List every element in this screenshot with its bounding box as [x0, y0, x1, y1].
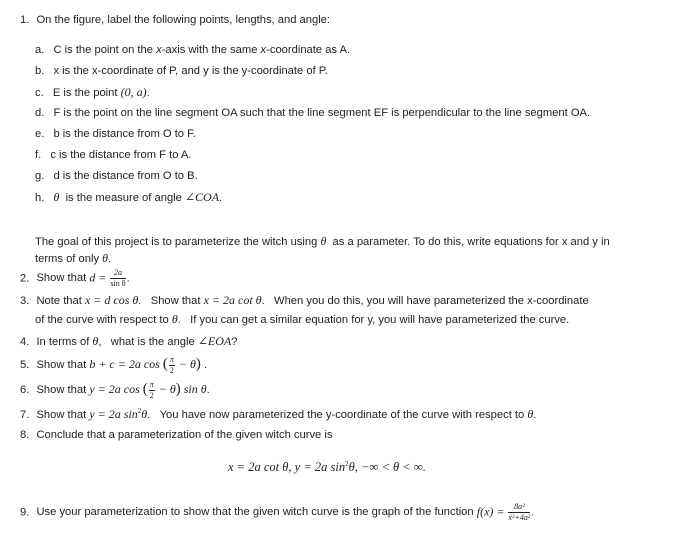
- item-letter: g.: [35, 170, 45, 182]
- fraction: [110, 269, 125, 288]
- display-equation: [228, 460, 426, 476]
- item-letter: b.: [35, 65, 45, 77]
- text-segment: The goal of this project is to parameterize the witch using: [35, 236, 321, 248]
- item-text: F is the point on the line segment OA such that the line segment EF is perpendicular to the line segment OA.: [53, 107, 591, 119]
- text-segment: ?: [231, 336, 238, 348]
- q2-number: 2.: [20, 272, 30, 285]
- theta-symbol: θ: [53, 190, 60, 204]
- fraction-numerator: 8a³: [508, 503, 530, 513]
- text-segment: .: [146, 87, 150, 99]
- text-segment: C is the point on the: [53, 44, 157, 56]
- fraction-denominator: sin θ: [110, 279, 126, 288]
- item-text: d is the distance from O to B.: [53, 170, 198, 182]
- q6-number: 6.: [20, 384, 30, 396]
- item-text: b is the distance from O to F.: [53, 128, 196, 140]
- item-letter: a.: [35, 44, 45, 56]
- open-paren: (: [162, 356, 168, 372]
- text-segment: -axis with the same: [161, 44, 261, 56]
- fraction: [149, 381, 155, 400]
- item-letter: c.: [35, 87, 44, 99]
- q3-line-2: [35, 312, 569, 327]
- q1a-item: [35, 43, 350, 57]
- item-text: x is the x-coordinate of P, and y is the y-coordinate of P.: [53, 65, 328, 77]
- math-expression: d =: [89, 270, 110, 285]
- item-text: [53, 44, 350, 56]
- q2-line: [20, 269, 130, 288]
- q1-intro: On the figure, label the following points, lengths, and angle:: [36, 14, 331, 26]
- math-expression: − θ: [155, 382, 176, 396]
- fraction-denominator: 2: [149, 390, 154, 400]
- text-segment: In terms of: [36, 336, 93, 348]
- fraction-numerator: 2a: [110, 269, 125, 279]
- goal-line-1: [35, 234, 610, 249]
- text-segment: Show that: [36, 359, 90, 371]
- q5-line: [20, 355, 207, 375]
- theta-symbol: θ: [171, 312, 178, 326]
- fraction: [508, 503, 530, 522]
- theta-symbol: θ: [527, 407, 534, 421]
- text-segment: is the measure of angle: [59, 192, 185, 204]
- text-segment: . If you can get a similar equation for y, you will have parameterized the curve.: [177, 314, 570, 326]
- item-text: c is the distance from F to A.: [50, 149, 192, 161]
- q1g-item: [35, 169, 198, 183]
- q1d-item: [35, 106, 590, 120]
- math-var: x: [156, 44, 162, 56]
- equation-part: θ, −∞ < θ < ∞.: [348, 460, 426, 474]
- math-expression: x = d cos θ: [84, 293, 139, 307]
- math-var: x: [260, 44, 267, 56]
- fraction-numerator: π: [149, 379, 154, 389]
- q8-number: 8.: [20, 429, 30, 441]
- math-expression: (0, a): [120, 85, 147, 99]
- text-segment: Show that: [36, 409, 90, 421]
- open-paren: (: [142, 381, 148, 397]
- text-segment: . You have now parameterized the y-coordinate of the curve with respect to: [147, 409, 528, 421]
- text-segment: Show that: [36, 272, 90, 285]
- math-expression: sin θ: [180, 382, 207, 396]
- equation-part: x = 2a cot θ, y = 2a sin: [228, 460, 346, 474]
- angle-expression: ∠EOA: [197, 334, 232, 348]
- q3-number: 3.: [20, 295, 30, 307]
- q7-number: 7.: [20, 409, 30, 421]
- text-segment: of the curve with respect to: [35, 314, 172, 326]
- math-expression: − θ: [175, 357, 196, 371]
- theta-symbol: θ: [102, 251, 109, 265]
- q8-line: [20, 428, 332, 442]
- goal-line-2: [35, 251, 111, 266]
- item-letter: e.: [35, 128, 45, 140]
- text-segment: .: [126, 272, 130, 285]
- theta-symbol: θ: [320, 234, 327, 248]
- q1b-item: [35, 64, 328, 78]
- q9-number: 9.: [20, 506, 30, 519]
- text-segment: Conclude that a parameterization of the given witch curve is: [36, 429, 333, 441]
- theta-symbol: θ: [141, 407, 148, 421]
- q4-line: [20, 334, 237, 349]
- math-expression: y = 2a sin: [89, 407, 138, 421]
- item-text: [53, 87, 150, 99]
- q1f-item: [35, 148, 191, 162]
- text-segment: Note that: [36, 295, 85, 307]
- text-segment: . Show that: [138, 295, 204, 307]
- text-segment: -coordinate as A.: [266, 44, 351, 56]
- q1e-item: [35, 127, 196, 141]
- text-segment: E is the point: [52, 87, 121, 99]
- fraction-denominator: 2: [169, 365, 174, 375]
- close-paren: ): [195, 356, 201, 372]
- q7-line: [20, 407, 536, 422]
- q9-line: [20, 503, 534, 522]
- text-segment: terms of only: [35, 253, 103, 265]
- math-expression: f(x) =: [476, 504, 508, 519]
- q3-line-1: [20, 293, 589, 308]
- q1-line: [20, 13, 330, 27]
- text-segment: as a parameter. To do this, write equations for x and y in: [326, 236, 610, 248]
- item-letter: h.: [35, 192, 45, 204]
- text-segment: .: [531, 506, 535, 519]
- q1c-item: [35, 85, 150, 100]
- text-segment: .: [219, 192, 223, 204]
- exponent: 2: [137, 407, 142, 415]
- q1h-item: [35, 190, 222, 205]
- theta-symbol: θ: [92, 334, 99, 348]
- q6-line: [20, 380, 210, 400]
- text-segment: .: [533, 409, 537, 421]
- close-paren: ): [175, 381, 181, 397]
- text-segment: .: [200, 359, 208, 371]
- fraction: [169, 356, 175, 375]
- item-letter: f.: [35, 149, 42, 161]
- math-expression: y = 2a cos: [89, 382, 143, 396]
- math-expression: x = 2a cot θ: [203, 293, 262, 307]
- text-segment: Use your parameterization to show that the given witch curve is the graph of the function: [36, 506, 477, 519]
- text-segment: Show that: [36, 384, 90, 396]
- q1-number: 1.: [20, 14, 30, 26]
- q4-number: 4.: [20, 336, 30, 348]
- math-expression: b + c = 2a cos: [89, 357, 163, 371]
- text-segment: , what is the angle: [98, 336, 198, 348]
- fraction-denominator: x²+4a²: [508, 513, 531, 522]
- q5-number: 5.: [20, 359, 30, 371]
- text-segment: . When you do this, you will have parameterized the x-coordinate: [261, 295, 589, 307]
- fraction-numerator: π: [169, 354, 174, 364]
- angle-expression: ∠COA: [184, 190, 220, 204]
- text-segment: .: [108, 253, 112, 265]
- item-letter: d.: [35, 107, 45, 119]
- item-text: [53, 192, 222, 204]
- exponent: 2: [345, 460, 349, 468]
- text-segment: .: [206, 384, 210, 396]
